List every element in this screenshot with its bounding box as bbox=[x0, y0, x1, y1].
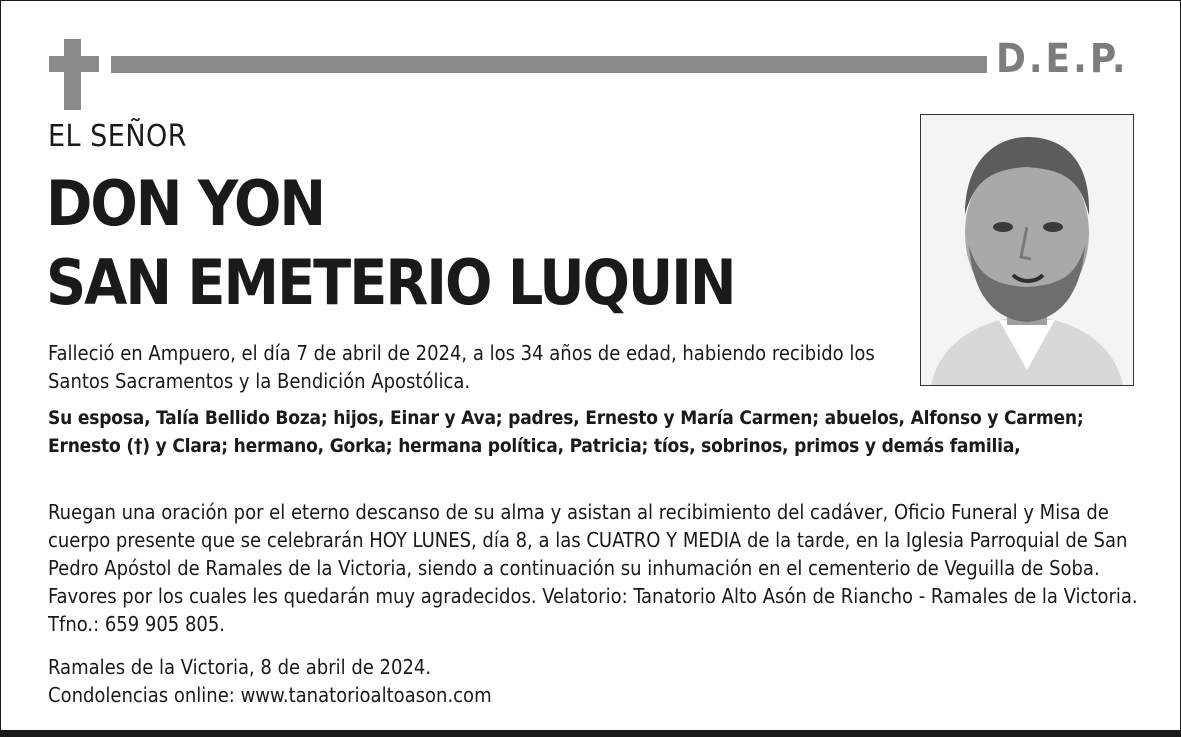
portrait-illustration bbox=[921, 115, 1133, 385]
cross-icon-bar bbox=[49, 56, 99, 72]
place-and-date: Ramales de la Victoria, 8 de abril de 2024. bbox=[48, 655, 432, 679]
funeral-details: Ruegan una oración por el eterno descanso de su alma y asistan al recibimiento del cadáver, Oficio Funeral y Misa de cuerpo presente que se celebrarán HOY LUNES, día 8, a las CUATRO Y MEDIA de la tarde, en la Iglesia Parroquial de San Pedro Apóstol de Ramales de la Victoria, siendo a continuación su inhumación en el cementerio de Veguilla de Soba. Favores por los cuales les quedarán muy agradecidos. Velatorio: Tanatorio Alto Asón de Riancho - Ramales de la Victoria. Tfno.: 659 905 805. bbox=[48, 500, 1138, 636]
header-rule bbox=[111, 56, 987, 73]
online-condolences: Condolencias online: www.tanatorioaltoason.com bbox=[48, 683, 492, 707]
portrait-photo bbox=[920, 114, 1134, 386]
deceased-name-line1: DON YON bbox=[46, 167, 325, 240]
family-list: Su esposa, Talía Bellido Boza; hijos, Einar y Ava; padres, Ernesto y María Carmen; abuelos, Alfonso y Carmen; Ernesto (†) y Clara; hermano, Gorka; hermana política, Patricia; tíos, sobrinos, primos y demás familia, bbox=[48, 407, 1084, 457]
dep-label: D.E.P. bbox=[996, 36, 1129, 82]
cross-icon bbox=[64, 39, 81, 110]
deceased-name-line2: SAN EMETERIO LUQUIN bbox=[46, 246, 735, 319]
honorific-prefix: EL SEÑOR bbox=[48, 119, 188, 154]
bottom-border bbox=[1, 730, 1180, 736]
death-statement: Falleció en Ampuero, el día 7 de abril de 2024, a los 34 años de edad, habiendo recibido los Santos Sacramentos y la Bendición Apostólica. bbox=[48, 341, 875, 393]
